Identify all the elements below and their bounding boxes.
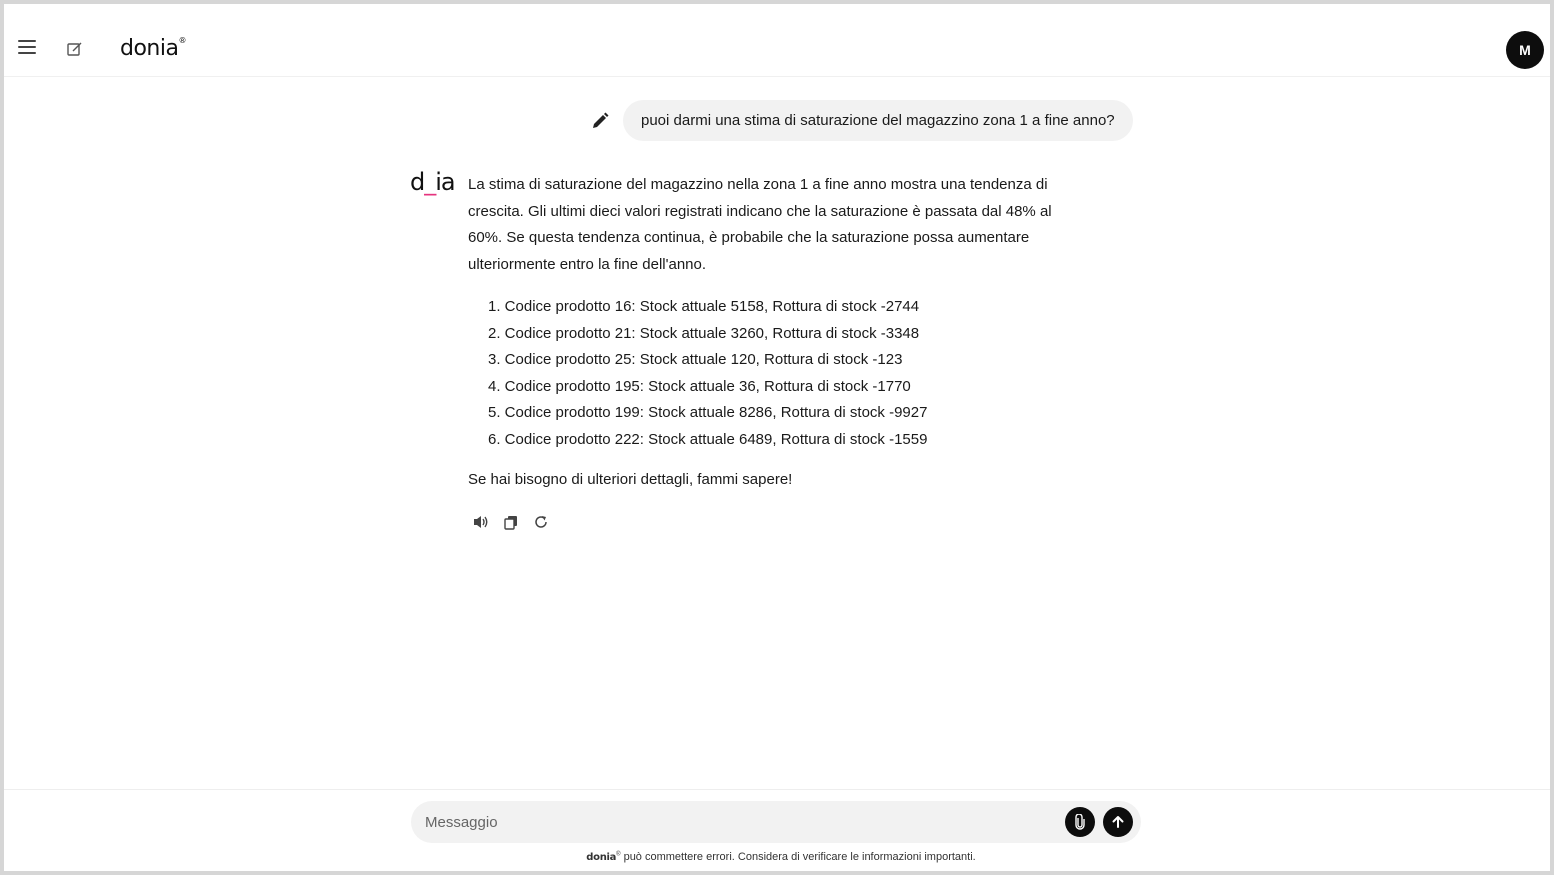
bot-intro: La stima di saturazione del magazzino nella zona 1 a fine anno mostra una tendenza di crescita. Gli ultimi dieci valori registrati indicano che la saturazione è passata dal 48% al 60%. Se questa tendenza continua, è probabile che la saturazione possa aumentare ulteriormente entro la fine dell'anno. bbox=[468, 176, 1052, 273]
list-item: 2. Codice prodotto 21: Stock attuale 3260, Rottura di stock -3348 bbox=[488, 324, 920, 342]
list-item: 1. Codice prodotto 16: Stock attuale 5158, Rottura di stock -2744 bbox=[488, 298, 920, 315]
arrow-up-icon[interactable] bbox=[1103, 807, 1133, 837]
donia-logo: donia® bbox=[120, 35, 186, 61]
hamburger-icon[interactable] bbox=[18, 40, 38, 56]
copy-icon[interactable] bbox=[502, 513, 520, 531]
user-message: puoi darmi una stima di saturazione del magazzino zona 1 a fine anno? bbox=[623, 100, 1133, 141]
bot-logo: d_ia bbox=[410, 168, 455, 196]
avatar[interactable]: M bbox=[1506, 31, 1544, 69]
speaker-icon[interactable] bbox=[472, 513, 490, 531]
list-item: 5. Codice prodotto 199: Stock attuale 8286, Rottura di stock -9927 bbox=[488, 404, 928, 421]
message-input[interactable] bbox=[425, 801, 1045, 843]
refresh-icon[interactable] bbox=[532, 513, 550, 531]
edit-square-icon[interactable] bbox=[66, 40, 84, 58]
list-item: 6. Codice prodotto 222: Stock attuale 6489, Rottura di stock -1559 bbox=[488, 430, 928, 448]
message-actions bbox=[472, 513, 550, 531]
pencil-icon[interactable] bbox=[590, 111, 610, 131]
list-item: 4. Codice prodotto 195: Stock attuale 36, Rottura di stock -1770 bbox=[488, 377, 911, 395]
list-item: 3. Codice prodotto 25: Stock attuale 120, Rottura di stock -123 bbox=[488, 351, 903, 368]
bot-message bbox=[468, 172, 1078, 494]
top-bar bbox=[4, 4, 1550, 77]
disclaimer: donia® può commettere errori. Considera di verificare le informazioni importanti. bbox=[586, 851, 976, 863]
paperclip-icon[interactable] bbox=[1065, 807, 1095, 837]
footer-divider bbox=[4, 789, 1550, 790]
product-list bbox=[488, 294, 1078, 453]
bot-outro: Se hai bisogno di ulteriori dettagli, fammi sapere! bbox=[468, 471, 793, 488]
message-composer bbox=[411, 801, 1141, 843]
